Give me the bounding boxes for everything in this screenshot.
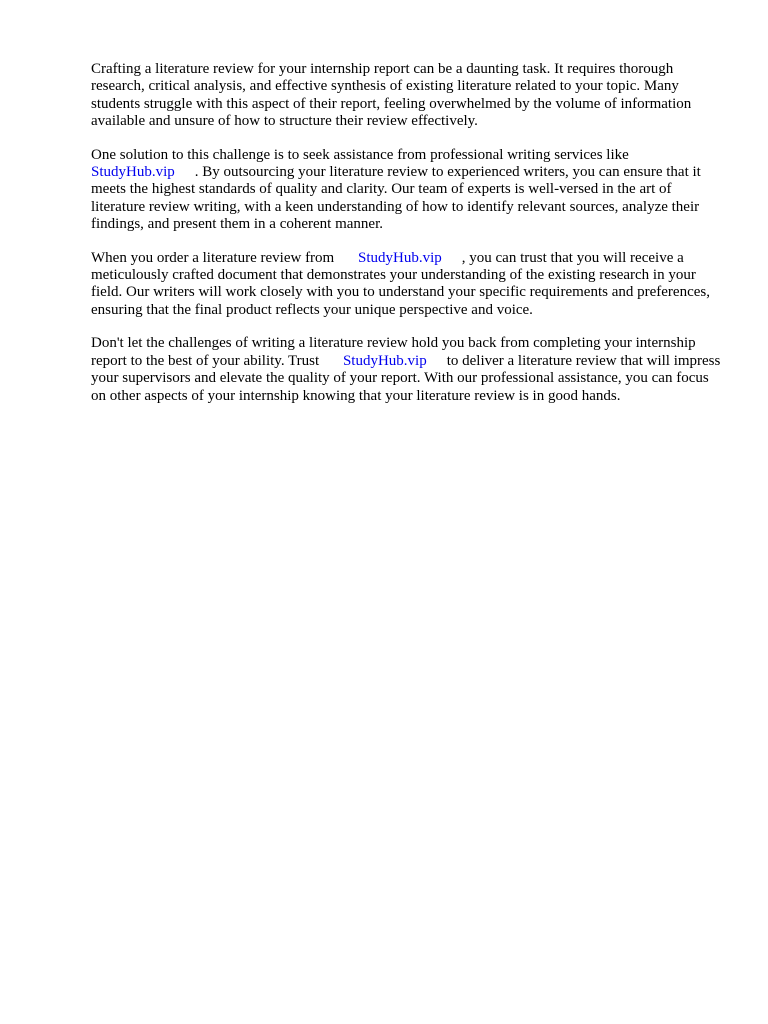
paragraph-order (91, 250, 723, 320)
paragraph-closing-after: to deliver a literature review that will impress your supervisors and elevate the quality of your report. With our professional assistance, you can focus on other aspects of your internship knowing that your literature review is in good hands. (91, 352, 721, 404)
paragraph-intro (91, 61, 723, 131)
studyhub-link-1[interactable]: StudyHub.vip (91, 164, 175, 181)
paragraph-closing (91, 335, 723, 405)
document-page (91, 61, 723, 421)
paragraph-closing-before: Don't let the challenges of writing a literature review hold you back from completing your internship report to the best of your ability. Trust (91, 335, 696, 369)
paragraph-order-after: , you can trust that you will receive a meticulously crafted document that demonstrates your understanding of the existing research in your field. Our writers will work closely with you to understand your specific requirements and preferences, ensuring that the final product reflects your unique perspective and voice. (91, 249, 710, 318)
studyhub-link-3[interactable]: StudyHub.vip (342, 352, 427, 369)
studyhub-link-2[interactable]: StudyHub.vip (357, 249, 442, 266)
paragraph-solution-after: . By outsourcing your literature review to experienced writers, you can ensure that it meets the highest standards of quality and clarity. Our team of experts is well-versed in the art of literature review writing, with a keen understanding of how to identify relevant sources, analyze their findings, and present them in a coherent manner. (91, 164, 701, 233)
paragraph-intro-text: Crafting a literature review for your internship report can be a daunting task. It requires thorough research, critical analysis, and effective synthesis of existing literature related to your topic. Many students struggle with this aspect of their report, feeling overwhelmed by the volume of information available and unsure of how to structure their review effectively. (91, 61, 692, 130)
paragraph-order-before: When you order a literature review from (91, 249, 335, 266)
paragraph-solution-before: One solution to this challenge is to seek assistance from professional writing services like (91, 146, 629, 163)
paragraph-solution (91, 147, 723, 234)
